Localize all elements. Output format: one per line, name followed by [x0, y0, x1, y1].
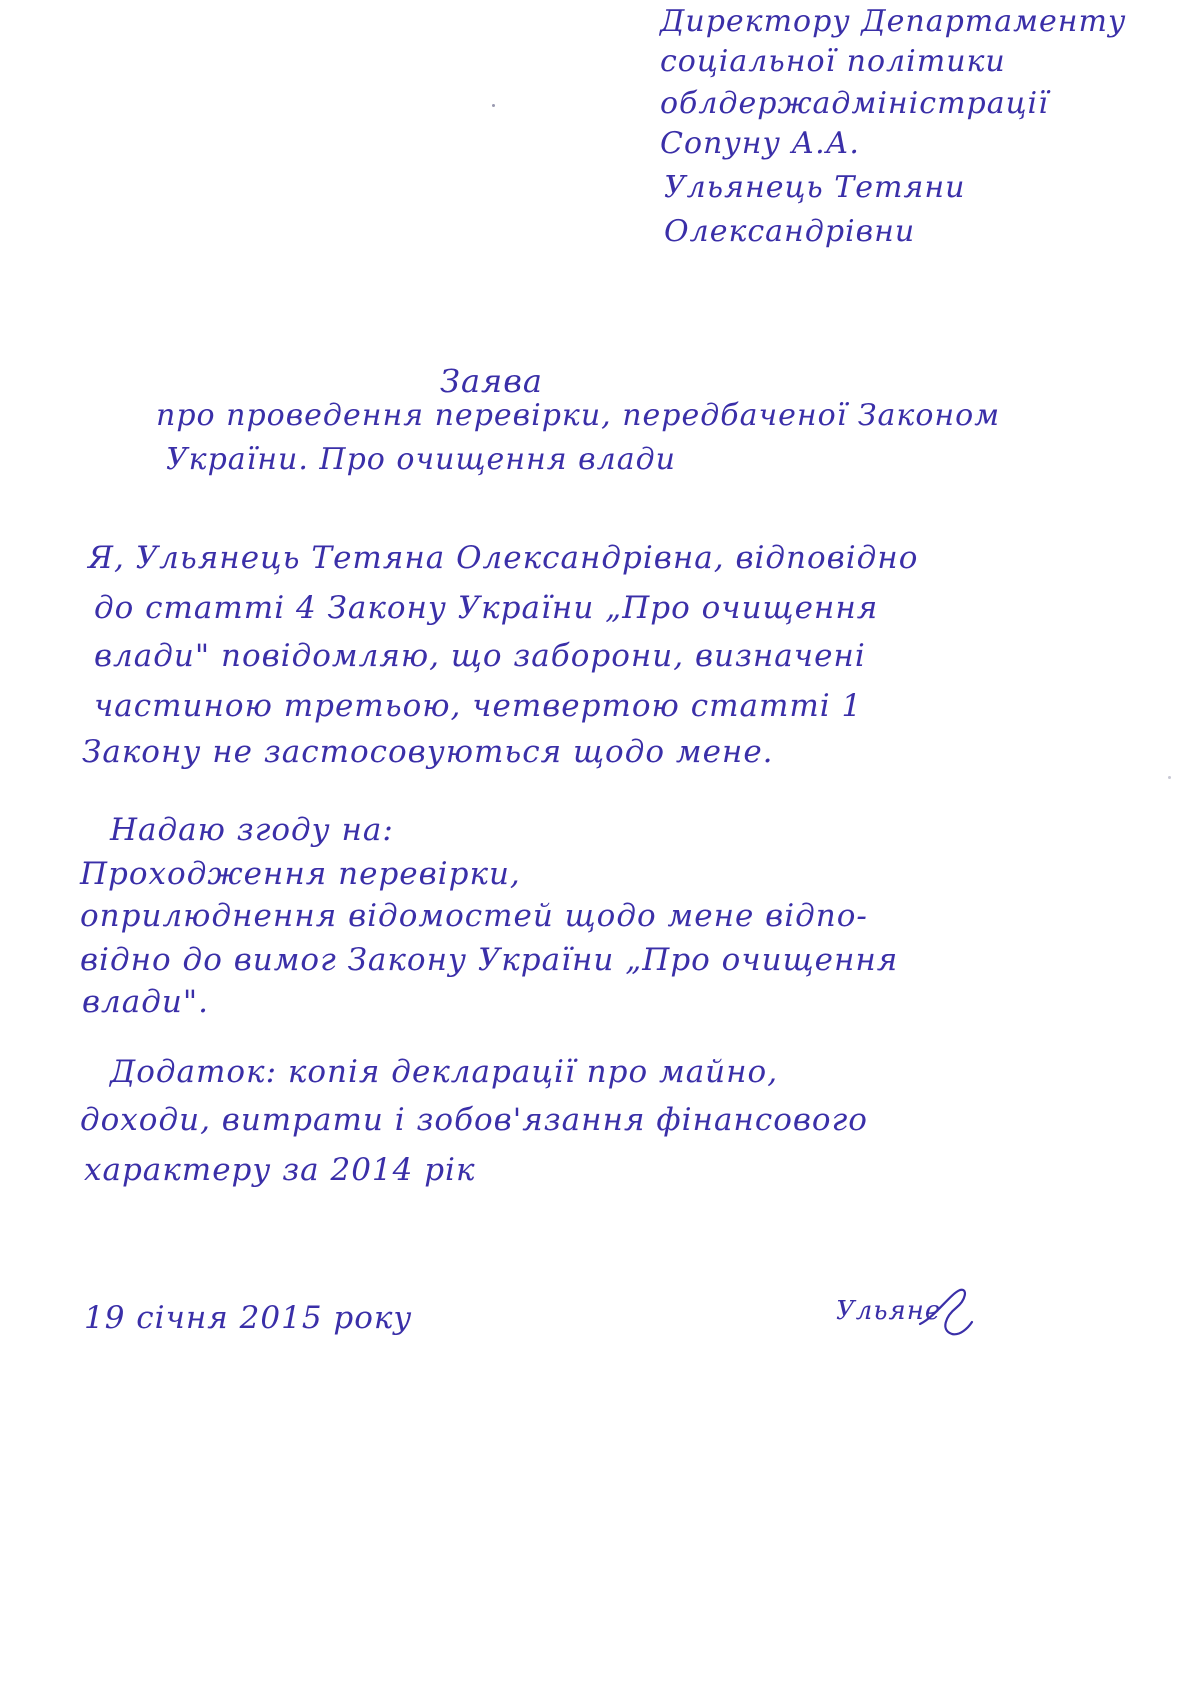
- signature: [836, 1296, 941, 1326]
- paragraph-line: частиною третьою, четвертою статті 1: [94, 688, 863, 724]
- signature-flourish: [916, 1286, 976, 1340]
- attachment-line: доходи, витрати і зобов'язання фінансового: [80, 1102, 868, 1138]
- addressee-line: Директору Департаменту: [660, 4, 1127, 39]
- attachment-line: Додаток: копія декларації про майно,: [110, 1054, 779, 1090]
- addressee-line: облдержадміністрації: [660, 86, 1049, 121]
- addressee-line: соціальної політики: [660, 44, 1006, 79]
- consent-line: влади".: [82, 984, 209, 1020]
- addressee-line: Сопуну А.А.: [660, 126, 860, 161]
- paragraph-line: влади" повідомляю, що заборони, визначені: [94, 638, 866, 674]
- addressee-line: Олександрівни: [664, 214, 916, 249]
- scan-speck: [492, 104, 495, 107]
- scan-speck: [1168, 776, 1171, 779]
- paragraph-line: Я, Ульянець Тетяна Олександрівна, відповідно: [88, 540, 919, 576]
- consent-line: відно до вимог Закону України „Про очищення: [80, 942, 899, 978]
- signature-text: Ульяне: [836, 1296, 942, 1326]
- consent-line: оприлюднення відомостей щодо мене відпо-: [80, 898, 868, 934]
- addressee-line: Ульянець Тетяни: [664, 170, 966, 205]
- paragraph-line: до статті 4 Закону України „Про очищення: [94, 590, 879, 626]
- paragraph-line: Закону не застосовуються щодо мене.: [82, 734, 774, 770]
- consent-line: Проходження перевірки,: [80, 856, 521, 892]
- document-title: Заява: [440, 362, 543, 400]
- attachment-line: характеру за 2014 рік: [84, 1152, 476, 1188]
- date-line: 19 січня 2015 року: [84, 1300, 413, 1336]
- subject-line: про проведення перевірки, передбаченої Законом: [156, 398, 1001, 433]
- subject-line: України. Про очищення влади: [166, 442, 676, 477]
- consent-line: Надаю згоду на:: [110, 812, 394, 848]
